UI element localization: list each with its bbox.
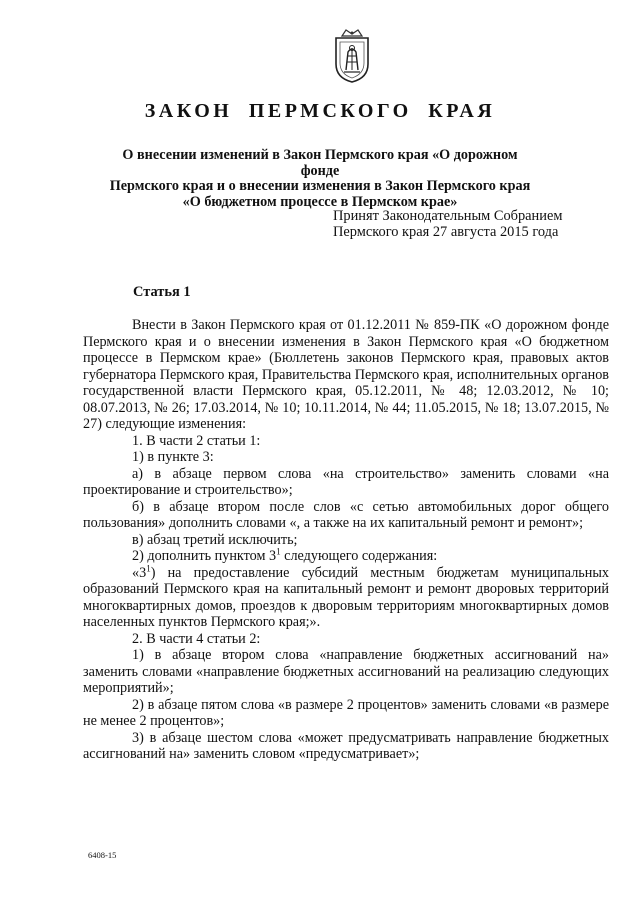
superscript: 1 [276, 546, 281, 557]
adoption-note [333, 209, 562, 240]
document-title: ЗАКОН ПЕРМСКОГО КРАЯ [144, 100, 496, 122]
amendment-item [83, 562, 609, 631]
text-run: «3 [132, 564, 147, 581]
text-run: следующего содержания: [280, 548, 438, 564]
amendment-item: б) в абзаце втором после слов «с сетью автомобильных дорог общего пользования» дополнить словами «, а также на их капитальный ремонт и ремонт»; [83, 498, 609, 531]
document-code: 6408-15 [88, 850, 117, 860]
subtitle-line: Пермского края и о внесении изменения в Закон Пермского края [109, 178, 531, 194]
adoption-line: Принят Законодательным Собранием [333, 208, 563, 224]
subtitle-line: «О бюджетном процессе в Пермском крае» [182, 193, 458, 210]
superscript: 1 [146, 562, 151, 573]
subtitle-line: О внесении изменений в Закон Пермского края «О дорожном фонде [122, 147, 518, 179]
amendment-item: а) в абзаце первом слова «на строительство» заменить словами «на проектирование и строительство»; [83, 465, 609, 498]
adoption-line: Пермского края 27 августа 2015 года [333, 223, 559, 240]
amendment-item: 1) в абзаце втором слова «направление бюджетных ассигнований на» заменить словами «направление бюджетных ассигнований на реализацию следующих мероприятий»; [83, 647, 609, 696]
amendment-item: в) абзац третий исключить; [132, 531, 298, 548]
amendment-item: 1) в пункте 3: [132, 449, 214, 465]
article-heading: Статья 1 [133, 284, 191, 300]
amendment-item: 2. В части 4 статьи 2: [132, 630, 261, 647]
amendment-item: 1. В части 2 статьи 1: [132, 432, 261, 449]
amendment-item [83, 548, 609, 565]
document-subtitle [108, 148, 532, 210]
text-run: ) на предоставление субсидий местным бюджетам муниципальных образований Пермского края на капитальный ремонт и ремонт дворовых территорий многоквартирных домов, проездов к дворовым территориям многоквартирных домов населенных пунктов Пермского края;». [83, 564, 609, 630]
amendment-item: 2) в абзаце пятом слова «в размере 2 процентов» заменить словами «в размере не менее 2 процентов»; [83, 696, 609, 729]
article-body [83, 317, 609, 763]
perm-krai-coat-of-arms-icon [330, 26, 374, 84]
intro-paragraph: Внести в Закон Пермского края от 01.12.2011 № 859-ПК «О дорожном фонде Пермского края и о внесении изменения в Закон Пермского края «О бюджетном процессе в Пермском крае» (Бюллетень законов Пермского края, правовых актов губернатора Пермского края, Правительства Пермского края, исполнительных органов государственной власти Пермского края, 05.12.2011, № 48; 12.03.2012, № 10; 08.07.2013, № 26; 17.03.2014, № 10; 10.11.2014, № 44; 11.05.2015, № 18; 13.07.2015, № 27) следующие изменения: [83, 317, 609, 432]
amendment-item: 3) в абзаце шестом слова «может предусматривать направление бюджетных ассигнований на» заменить словом «предусматривает»; [83, 729, 609, 762]
text-run: 2) дополнить пунктом 3 [132, 548, 277, 564]
